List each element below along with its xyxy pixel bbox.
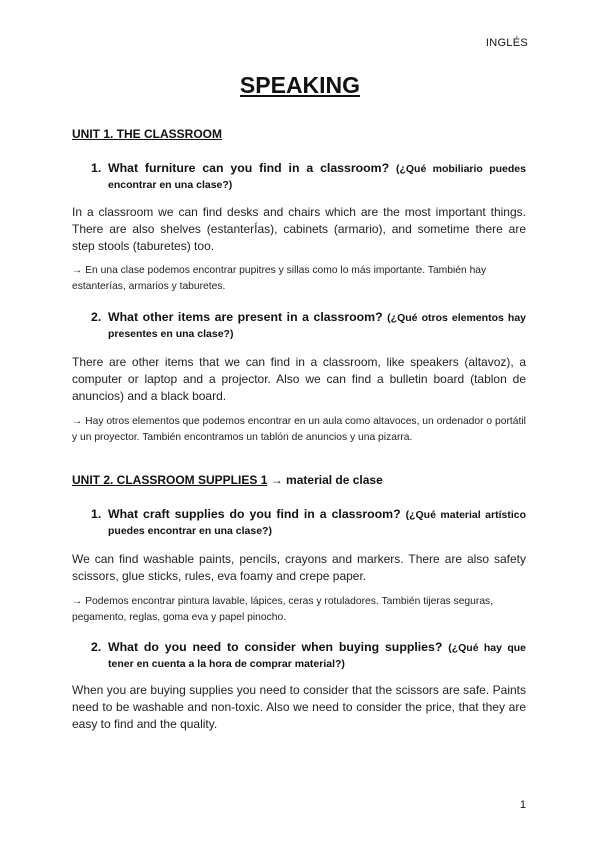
question-english: What do you need to consider when buying supplies?	[108, 640, 443, 654]
unit-2-answer-1: We can find washable paints, pencils, crayons and markers. There are also safety scissors, glue sticks, rules, eva foamy and crepe paper.	[72, 552, 526, 583]
question-spanish: (¿Qué hay que tener en cuenta a la hora de comprar material?)	[108, 642, 526, 670]
question-spanish: (¿Qué mobiliario puedes encontrar en una clase?)	[108, 163, 526, 191]
unit-2-heading-suffix: → material de clase	[270, 473, 383, 487]
unit-1-heading-text: UNIT 1. THE CLASSROOM	[72, 127, 223, 141]
unit-1-heading	[72, 127, 526, 141]
question-number: 2.	[91, 640, 102, 654]
unit-2-question-2	[91, 640, 526, 672]
question-text	[108, 310, 526, 342]
unit-1-translation-2: → Hay otros elementos que podemos encontrar en un aula como altavoces, un ordenador o portátil y un proyector. También encontramos un tablón de anuncios y una pizarra.	[72, 416, 526, 443]
question-text	[108, 640, 526, 672]
unit-2-answer-2: When you are buying supplies you need to consider that the scissors are safe. Paints need to be washable and non-toxic. Also we need to consider the price, that they are easy to find and the quality.	[72, 683, 526, 731]
page-number: 1	[519, 799, 526, 811]
question-spanish: (¿Qué otros elementos hay presentes en una clase?)	[108, 312, 526, 340]
unit-2-question-1	[91, 507, 526, 539]
unit-2-heading-text: UNIT 2. CLASSROOM SUPPLIES 1	[72, 473, 268, 487]
question-number: 1.	[91, 161, 102, 175]
unit-1-answer-2: There are other items that we can find in a classroom, like speakers (altavoz), a computer or laptop and a projector. Also we can find a bulletin board (tablon de anuncios) and a black board.	[72, 355, 526, 403]
unit-2-heading	[72, 473, 526, 487]
unit-1-question-1	[91, 161, 526, 193]
question-english: What furniture can you find in a classroom?	[108, 161, 390, 175]
unit-1-question-2	[91, 310, 526, 342]
question-english: What craft supplies do you find in a classroom?	[108, 507, 401, 521]
question-spanish: (¿Qué material artístico puedes encontrar en una clase?)	[108, 509, 526, 537]
page-title: SPEAKING	[239, 72, 361, 98]
question-english: What other items are present in a classroom?	[108, 310, 383, 324]
question-number: 2.	[91, 310, 102, 324]
unit-1-translation-1: → En una clase podemos encontrar pupitres y sillas como lo más importante. También hay estanterías, armarios y taburetes.	[72, 265, 487, 292]
question-text	[108, 507, 526, 539]
unit-2-translation-1: → Podemos encontrar pintura lavable, lápices, ceras y rotuladores. También tijeras seguras, pegamento, reglas, goma eva y papel pinocho.	[72, 596, 494, 623]
header-subject: INGLÉS	[485, 37, 528, 49]
document-body	[72, 127, 526, 733]
question-text	[108, 161, 526, 193]
unit-1-answer-1: In a classroom we can find desks and chairs which are the most important things. There are also shelves (estanterÍas), cabinets (armario), and sometime there are step stools (taburetes) too.	[72, 205, 526, 253]
question-number: 1.	[91, 507, 102, 521]
